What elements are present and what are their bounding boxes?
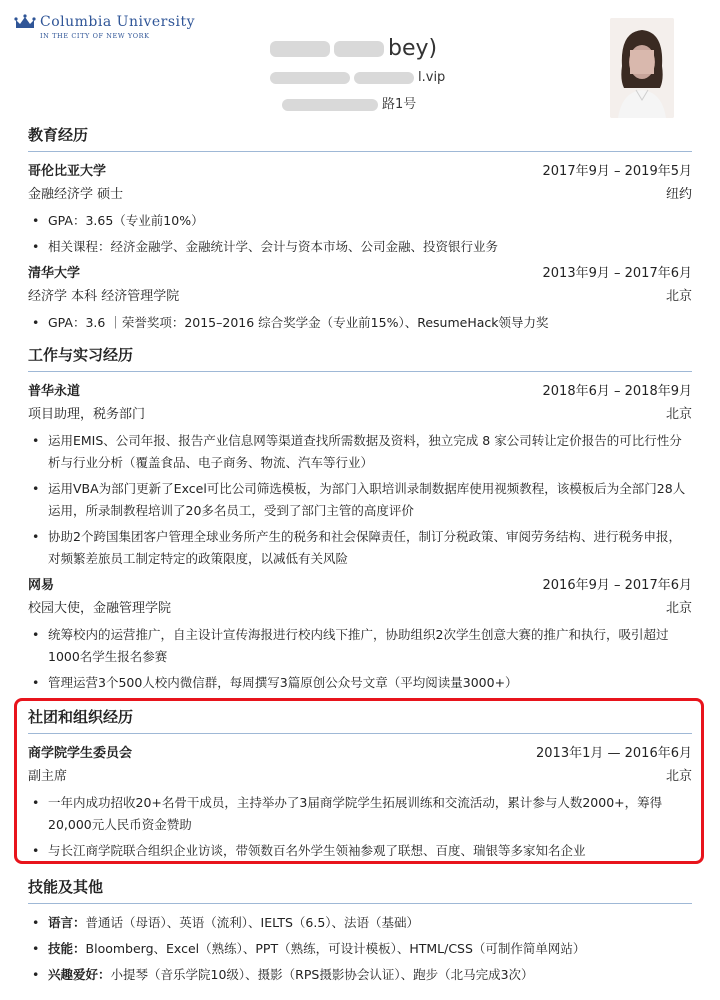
skill-text: Bloomberg、Excel（熟练）、PPT（熟练，可设计模板）、HTML/CSS（可制作简单网站） (85, 941, 586, 956)
section-title: 技能及其他 (28, 876, 692, 904)
bullet-item: • 相关课程：经济金融学、金融统计学、会计与资本市场、公司金融、投资银行业务 (28, 236, 692, 258)
entry-org: 哥伦比亚大学 (28, 164, 107, 179)
entry-org: 普华永道 (28, 384, 81, 399)
section-title: 社团和组织经历 (28, 706, 692, 734)
section-title: 工作与实习经历 (28, 344, 692, 372)
bullet-item: • 运用EMIS、公司年报、报告产业信息网等渠道查找所需数据及资料，独立完成 8 家公司转让定价报告的可比行性分析与行业分析（覆盖食品、电子商务、物流、汽车等行业） (28, 430, 692, 474)
skill-label: 技能： (48, 941, 86, 956)
logo-sub-text: IN THE CITY OF NEW YORK (40, 32, 150, 40)
entry-date: 2017年9月 – 2019年5月 (542, 164, 692, 179)
entry-location: 北京 (665, 289, 692, 304)
address-visible-text: 路1号 (382, 97, 417, 112)
work-entry (28, 574, 692, 694)
skill-text: 普通话（母语）、英语（流利）、IELTS（6.5）、法语（基础） (85, 915, 420, 930)
bullet-item: • 运用VBA为部门更新了Excel可比公司筛选模板，为部门入职培训录制数据库使用视频教程，该模板后为全部门28人运用，所录制教程培训了20多名员工，受到了部门主管的高度评价 (28, 478, 692, 522)
work-entry (28, 380, 692, 570)
crown-icon (14, 14, 36, 30)
skill-text: 小提琴（音乐学院10级）、摄影（RPS摄影协会认证）、跑步（北马完成3次） (110, 967, 534, 982)
contact-line (270, 70, 445, 85)
bullet-item: • 统筹校内的运营推广，自主设计宣传海报进行校内线下推广，协助组织2次学生创意大赛的推广和执行，吸引超过1000名学生报名参赛 (28, 624, 692, 668)
candidate-name (270, 36, 437, 61)
entry-role: 校园大使，金融管理学院 (28, 601, 172, 616)
profile-photo (610, 18, 674, 118)
entry-location: 北京 (665, 407, 692, 422)
bullet-item: • 一年内成功招收20+名骨干成员，主持举办了3届商学院学生拓展训练和交流活动，累计参与人数2000+，筹得20,000元人民币资金赞助 (28, 792, 692, 836)
bullet-item: • 管理运营3个500人校内微信群，每周撰写3篇原创公众号文章（平均阅读量3000+） (28, 672, 692, 694)
skill-label: 兴趣爱好： (48, 967, 111, 982)
skill-label: 语言： (48, 915, 86, 930)
bullet-item: • GPA：3.6 ｜荣誉奖项：2015–2016 综合奖学金（专业前15%）、ResumeHack领导力奖 (28, 312, 692, 334)
section-title: 教育经历 (28, 124, 692, 152)
entry-org: 商学院学生委员会 (28, 746, 133, 761)
highlight-box (14, 698, 704, 864)
bullet-item: • 与长江商学院联合组织企业访谈，带领数百名外学生领袖参观了联想、百度、瑞银等多家知名企业 (28, 840, 692, 862)
entry-role: 副主席 (28, 769, 68, 784)
skill-item (28, 964, 692, 986)
entry-location: 北京 (665, 601, 692, 616)
name-visible-text: bey) (388, 36, 438, 61)
entry-role: 经济学 本科 经济管理学院 (28, 289, 180, 304)
address-line (282, 93, 416, 112)
entry-org: 网易 (28, 578, 55, 593)
entry-date: 2016年9月 – 2017年6月 (542, 578, 692, 593)
logo-main-text: Columbia University (40, 14, 196, 30)
entry-org: 清华大学 (28, 266, 81, 281)
university-logo (14, 14, 204, 40)
contact-visible-text: l.vip (418, 70, 446, 85)
skill-item (28, 938, 692, 960)
entry-date: 2013年9月 – 2017年6月 (542, 266, 692, 281)
entry-location: 纽约 (665, 187, 692, 202)
entry-date: 2018年6月 – 2018年9月 (542, 384, 692, 399)
education-entry (28, 160, 692, 258)
bullet-item: • GPA：3.65（专业前10%） (28, 210, 692, 232)
entry-location: 北京 (665, 769, 692, 784)
education-entry (28, 262, 692, 334)
entry-date: 2013年1月 — 2016年6月 (536, 746, 692, 761)
education-section (28, 124, 692, 334)
work-section (28, 344, 692, 694)
bullet-item: • 协助2个跨国集团客户管理全球业务所产生的税务和社会保障责任，制订分税政策、审阅劳务结构、进行税务申报，对频繁差旅员工制定特定的政策限度，以减低有关风险 (28, 526, 692, 570)
skill-item (28, 912, 692, 934)
entry-role: 金融经济学 硕士 (28, 187, 124, 202)
skills-section (28, 876, 692, 986)
entry-role: 项目助理，税务部门 (28, 407, 146, 422)
